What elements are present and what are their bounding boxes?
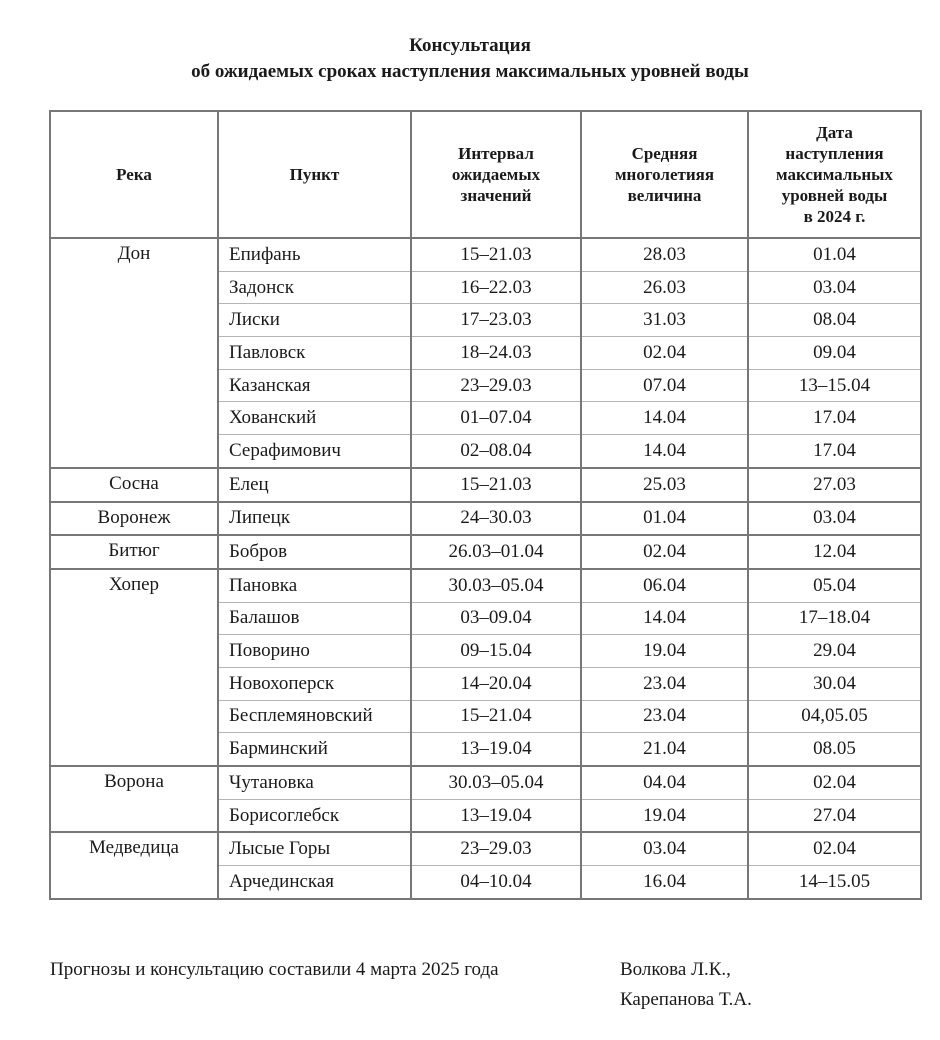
point-cell: Новохоперск bbox=[218, 667, 411, 700]
average-cell: 02.04 bbox=[581, 337, 748, 370]
point-cell: Балашов bbox=[218, 602, 411, 635]
table-row bbox=[50, 502, 921, 536]
average-cell: 26.03 bbox=[581, 271, 748, 304]
date-cell: 13–15.04 bbox=[748, 369, 921, 402]
average-cell: 21.04 bbox=[581, 733, 748, 766]
date-cell: 03.04 bbox=[748, 502, 921, 536]
interval-cell: 18–24.03 bbox=[411, 337, 581, 370]
header-river: Река bbox=[50, 111, 218, 238]
average-cell: 14.04 bbox=[581, 402, 748, 435]
date-cell: 27.04 bbox=[748, 799, 921, 832]
date-cell: 08.04 bbox=[748, 304, 921, 337]
interval-cell: 30.03–05.04 bbox=[411, 766, 581, 799]
interval-cell: 26.03–01.04 bbox=[411, 535, 581, 569]
date-cell: 17.04 bbox=[748, 435, 921, 468]
point-cell: Бобров bbox=[218, 535, 411, 569]
interval-cell: 09–15.04 bbox=[411, 635, 581, 668]
point-cell: Барминский bbox=[218, 733, 411, 766]
header-interval: Интервал ожидаемых значений bbox=[411, 111, 581, 238]
interval-cell: 23–29.03 bbox=[411, 832, 581, 865]
river-cell: Битюг bbox=[50, 535, 218, 569]
date-cell: 29.04 bbox=[748, 635, 921, 668]
point-cell: Хованский bbox=[218, 402, 411, 435]
point-cell: Епифань bbox=[218, 238, 411, 271]
date-cell: 03.04 bbox=[748, 271, 921, 304]
interval-cell: 01–07.04 bbox=[411, 402, 581, 435]
point-cell: Борисоглебск bbox=[218, 799, 411, 832]
interval-cell: 03–09.04 bbox=[411, 602, 581, 635]
average-cell: 28.03 bbox=[581, 238, 748, 271]
date-cell: 17–18.04 bbox=[748, 602, 921, 635]
river-cell: Ворона bbox=[50, 766, 218, 832]
date-cell: 30.04 bbox=[748, 667, 921, 700]
date-cell: 04,05.05 bbox=[748, 700, 921, 733]
header-point: Пункт bbox=[218, 111, 411, 238]
interval-cell: 16–22.03 bbox=[411, 271, 581, 304]
river-cell: Хопер bbox=[50, 569, 218, 766]
table-body bbox=[50, 238, 921, 899]
date-cell: 05.04 bbox=[748, 569, 921, 602]
table-row bbox=[50, 468, 921, 502]
average-cell: 19.04 bbox=[581, 635, 748, 668]
average-cell: 03.04 bbox=[581, 832, 748, 865]
table-row bbox=[50, 569, 921, 602]
point-cell: Бесплемяновский bbox=[218, 700, 411, 733]
point-cell: Павловск bbox=[218, 337, 411, 370]
table-row bbox=[50, 766, 921, 799]
date-cell: 08.05 bbox=[748, 733, 921, 766]
point-cell: Казанская bbox=[218, 369, 411, 402]
average-cell: 01.04 bbox=[581, 502, 748, 536]
point-cell: Задонск bbox=[218, 271, 411, 304]
date-cell: 09.04 bbox=[748, 337, 921, 370]
point-cell: Елец bbox=[218, 468, 411, 502]
average-cell: 23.04 bbox=[581, 700, 748, 733]
point-cell: Липецк bbox=[218, 502, 411, 536]
header-average: Средняя многолетияя величина bbox=[581, 111, 748, 238]
interval-cell: 13–19.04 bbox=[411, 733, 581, 766]
point-cell: Арчединская bbox=[218, 866, 411, 899]
average-cell: 06.04 bbox=[581, 569, 748, 602]
date-cell: 02.04 bbox=[748, 832, 921, 865]
interval-cell: 15–21.04 bbox=[411, 700, 581, 733]
point-cell: Серафимович bbox=[218, 435, 411, 468]
footer bbox=[50, 955, 752, 1010]
header-date: Дата наступления максимальных уровней воды в 2024 г. bbox=[748, 111, 921, 238]
point-cell: Чутановка bbox=[218, 766, 411, 799]
average-cell: 02.04 bbox=[581, 535, 748, 569]
interval-cell: 23–29.03 bbox=[411, 369, 581, 402]
footer-authors bbox=[620, 955, 920, 1015]
interval-cell: 24–30.03 bbox=[411, 502, 581, 536]
table-header-row bbox=[50, 111, 921, 238]
average-cell: 25.03 bbox=[581, 468, 748, 502]
average-cell: 14.04 bbox=[581, 602, 748, 635]
footer-text: Прогнозы и консультацию составили 4 марта 2025 года bbox=[50, 959, 499, 980]
date-cell: 27.03 bbox=[748, 468, 921, 502]
average-cell: 31.03 bbox=[581, 304, 748, 337]
interval-cell: 14–20.04 bbox=[411, 667, 581, 700]
date-cell: 12.04 bbox=[748, 535, 921, 569]
author-name: Волкова Л.К., bbox=[620, 959, 731, 980]
average-cell: 07.04 bbox=[581, 369, 748, 402]
point-cell: Лысые Горы bbox=[218, 832, 411, 865]
average-cell: 19.04 bbox=[581, 799, 748, 832]
table-row bbox=[50, 238, 921, 271]
table-row bbox=[50, 535, 921, 569]
table-row bbox=[50, 832, 921, 865]
interval-cell: 15–21.03 bbox=[411, 238, 581, 271]
forecast-table bbox=[49, 110, 922, 900]
author-name: Карепанова Т.А. bbox=[620, 989, 752, 1010]
date-cell: 02.04 bbox=[748, 766, 921, 799]
point-cell: Лиски bbox=[218, 304, 411, 337]
date-cell: 17.04 bbox=[748, 402, 921, 435]
point-cell: Пановка bbox=[218, 569, 411, 602]
average-cell: 16.04 bbox=[581, 866, 748, 899]
interval-cell: 04–10.04 bbox=[411, 866, 581, 899]
river-cell: Медведица bbox=[50, 832, 218, 898]
document-subtitle: об ожидаемых сроках наступления максимальных уровней воды bbox=[191, 61, 749, 82]
date-cell: 01.04 bbox=[748, 238, 921, 271]
average-cell: 23.04 bbox=[581, 667, 748, 700]
river-cell: Воронеж bbox=[50, 502, 218, 536]
date-cell: 14–15.05 bbox=[748, 866, 921, 899]
river-cell: Дон bbox=[50, 238, 218, 468]
interval-cell: 13–19.04 bbox=[411, 799, 581, 832]
point-cell: Поворино bbox=[218, 635, 411, 668]
interval-cell: 17–23.03 bbox=[411, 304, 581, 337]
interval-cell: 15–21.03 bbox=[411, 468, 581, 502]
average-cell: 14.04 bbox=[581, 435, 748, 468]
average-cell: 04.04 bbox=[581, 766, 748, 799]
river-cell: Сосна bbox=[50, 468, 218, 502]
interval-cell: 02–08.04 bbox=[411, 435, 581, 468]
interval-cell: 30.03–05.04 bbox=[411, 569, 581, 602]
document-title: Консультация bbox=[409, 35, 531, 56]
